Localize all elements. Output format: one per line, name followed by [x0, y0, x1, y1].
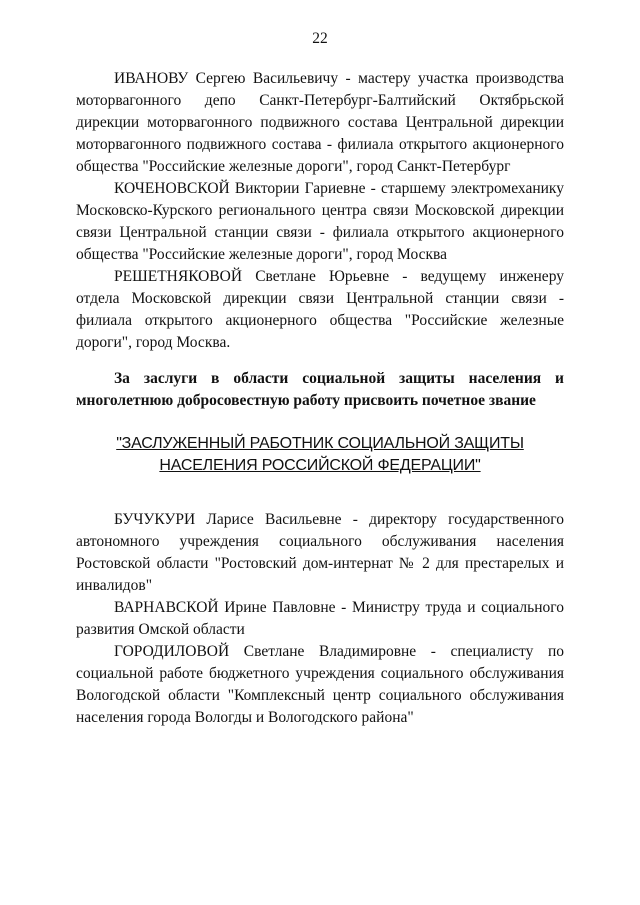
award-recipients-railway [76, 68, 564, 354]
recipient-entry-varnavskaya: ВАРНАВСКОЙ Ирине Павловне - Министру труда и социального развития Омской области [76, 599, 564, 638]
award-decree-paragraph: За заслуги в области социальной защиты населения и многолетнюю добросовестную работу присвоить почетное звание [76, 370, 564, 409]
honorary-title-heading [76, 433, 564, 477]
document-body [76, 68, 564, 729]
recipient-entry-buchukuri: БУЧУКУРИ Ларисе Васильевне - директору государственного автономного учреждения социального обслуживания населения Ростовской области "Ростовский дом-интернат № 2 для престарелых и инвалидов" [76, 511, 564, 594]
honorary-title-line-2: НАСЕЛЕНИЯ РОССИЙСКОЙ ФЕДЕРАЦИИ" [159, 457, 481, 474]
page-number: 22 [312, 30, 328, 47]
recipient-entry-reshetnyakova: РЕШЕТНЯКОВОЙ Светлане Юрьевне - ведущему инженеру отдела Московской дирекции связи Центральной станции связи - филиала открытого акционерного общества "Российские железные дороги", город Москва. [76, 268, 564, 351]
recipient-entry-ivanov: ИВАНОВУ Сергею Васильевичу - мастеру участка производства моторвагонного депо Санкт-Петербург-Балтийский Октябрьской дирекции моторвагонного подвижного состава Центральной дирекции моторвагонного подвижного состава - филиала открытого акционерного общества "Российские железные дороги", город Санкт-Петербург [76, 70, 564, 175]
recipient-entry-gorodilova: ГОРОДИЛОВОЙ Светлане Владимировне - специалисту по социальной работе бюджетного учреждения социального обслуживания Вологодской области "Комплексный центр социального обслуживания населения города Вологды и Вологодского района" [76, 643, 564, 726]
honorary-title-line-1: "ЗАСЛУЖЕННЫЙ РАБОТНИК СОЦИАЛЬНОЙ ЗАЩИТЫ [116, 435, 524, 452]
award-recipients-social [76, 509, 564, 729]
recipient-entry-kochenovskaya: КОЧЕНОВСКОЙ Виктории Гариевне - старшему электромеханику Московско-Курского регионального центра связи Московской дирекции связи Центральной станции связи - филиала открытого акционерного общества "Российские железные дороги", город Москва [76, 180, 564, 263]
